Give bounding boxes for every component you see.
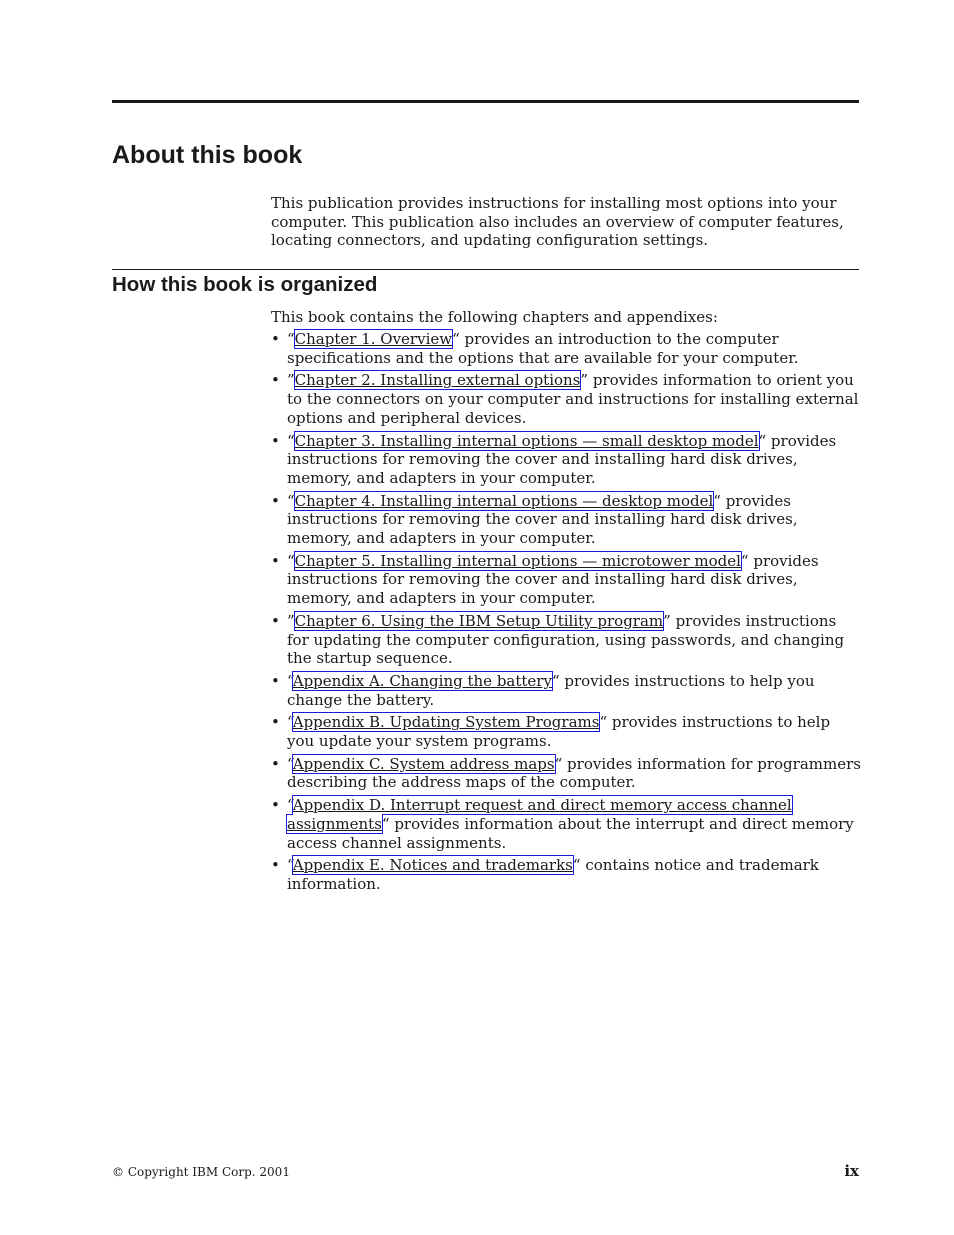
list-item — [271, 371, 861, 427]
item-description: ” provides information to orient you to the connectors on your computer and instructions for installing external options and peripheral devices. — [287, 371, 859, 427]
list-item — [271, 492, 861, 548]
chapter-3-link[interactable]: Chapter 3. Installing internal options — small desktop model — [294, 431, 759, 450]
item-description: “ provides an introduction to the computer specifications and the options that are available for your computer. — [287, 330, 799, 367]
list-item — [271, 612, 861, 668]
chapter-1-link[interactable]: Chapter 1. Overview — [294, 330, 453, 348]
bullet: • — [271, 754, 280, 773]
appendix-e-link[interactable]: Appendix E. Notices and trademarks — [292, 856, 573, 875]
item-description: “ provides instructions for removing the cover and installing hard disk drives, memory, and adapters in your computer. — [287, 551, 819, 608]
page-title: About this book — [112, 141, 303, 169]
item-description: ” provides instructions for updating the computer configuration, using passwords, and changing the startup sequence. — [287, 611, 845, 668]
open-quote: ” — [287, 611, 295, 630]
item-description: “ provides instructions to help you update your system programs. — [287, 713, 831, 751]
open-quote: “ — [287, 551, 295, 570]
bullet: • — [271, 796, 280, 815]
open-quote: “ — [287, 856, 293, 875]
open-quote: “ — [287, 431, 295, 450]
bullet: • — [271, 856, 280, 875]
bullet: • — [271, 611, 280, 630]
item-description: “ provides information for programmers describing the address maps of the computer. — [287, 754, 861, 792]
open-quote: “ — [287, 796, 293, 815]
list-item — [271, 796, 861, 852]
copyright-notice: © Copyright IBM Corp. 2001 — [112, 1165, 290, 1179]
item-description: “ provides information about the interrupt and direct memory access channel assignments. — [287, 814, 854, 852]
chapter-4-link[interactable]: Chapter 4. Installing internal options — desktop model — [294, 491, 714, 510]
intro-paragraph: This publication provides instructions for installing most options into your computer. This publication also includes an overview of computer features, locating connectors, and updating configuration settings. — [271, 194, 844, 250]
list-item — [271, 755, 861, 792]
appendix-c-link[interactable]: Appendix C. System address maps — [292, 754, 555, 773]
bullet: • — [271, 371, 280, 390]
appendix-d-link[interactable]: Appendix D. Interrupt request and direct memory access channel assignments — [287, 796, 792, 833]
item-description: “ provides instructions to help you change the battery. — [287, 671, 815, 709]
open-quote: ” — [287, 371, 295, 390]
section-rule — [112, 269, 859, 270]
page-number: ix — [844, 1162, 859, 1180]
list-item — [271, 432, 861, 488]
item-description: “ provides instructions for removing the cover and installing hard disk drives, memory, and adapters in your computer. — [287, 491, 798, 548]
section-title: How this book is organized — [112, 273, 378, 296]
chapter-5-link[interactable]: Chapter 5. Installing internal options — microtower model — [294, 551, 741, 570]
open-quote: “ — [287, 330, 295, 348]
list-item — [271, 330, 861, 367]
item-description: “ contains notice and trademark information. — [287, 856, 819, 893]
open-quote: “ — [287, 754, 293, 773]
section-lead: This book contains the following chapters and appendixes: — [271, 308, 718, 326]
appendix-b-link[interactable]: Appendix B. Updating System Programs — [292, 713, 600, 732]
bullet: • — [271, 491, 280, 510]
chapter-list — [271, 330, 861, 898]
open-quote: “ — [287, 671, 293, 690]
top-rule — [112, 100, 859, 103]
bullet: • — [271, 671, 280, 690]
bullet: • — [271, 330, 280, 348]
bullet: • — [271, 713, 280, 732]
chapter-2-link[interactable]: Chapter 2. Installing external options — [294, 371, 581, 390]
list-item — [271, 672, 861, 709]
open-quote: “ — [287, 713, 293, 732]
list-item — [271, 856, 861, 893]
list-item — [271, 713, 861, 750]
appendix-a-link[interactable]: Appendix A. Changing the battery — [292, 671, 552, 690]
bullet: • — [271, 431, 280, 450]
open-quote: “ — [287, 491, 295, 510]
list-item — [271, 552, 861, 608]
chapter-6-link[interactable]: Chapter 6. Using the IBM Setup Utility program — [294, 611, 664, 630]
item-description: “ provides instructions for removing the cover and installing hard disk drives, memory, and adapters in your computer. — [287, 431, 837, 487]
bullet: • — [271, 551, 280, 570]
